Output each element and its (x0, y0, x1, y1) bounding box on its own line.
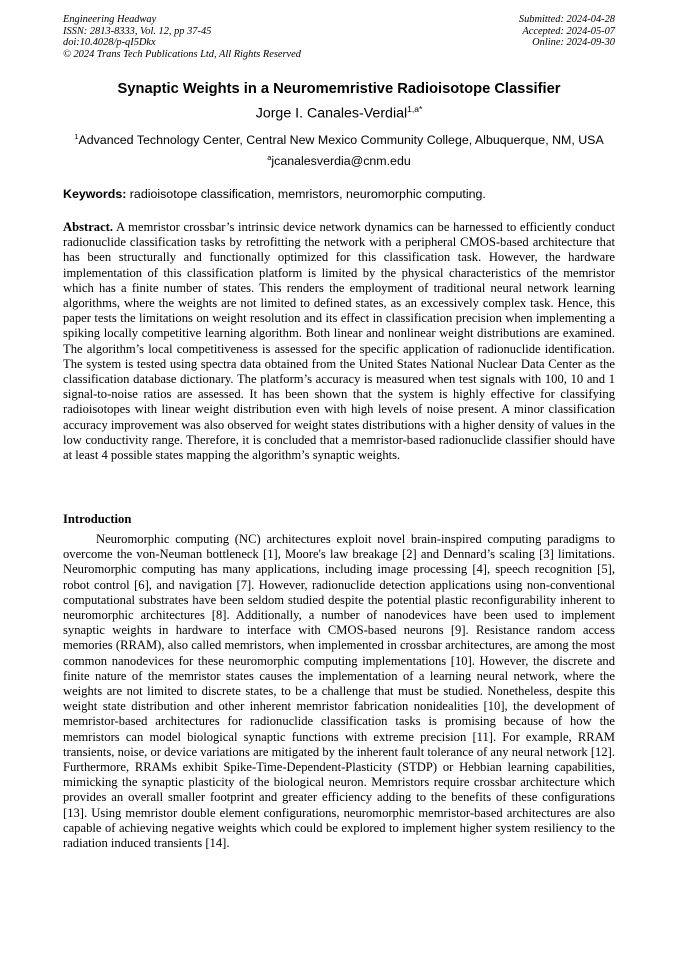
accepted-date: Accepted: 2024-05-07 (522, 25, 615, 37)
doi-line: doi:10.4028/p-qI5Dkx (63, 37, 156, 49)
email-superscript: a (267, 153, 272, 162)
copyright-line: © 2024 Trans Tech Publications Ltd, All Rights Reserved (63, 48, 301, 60)
affiliation-text: Advanced Technology Center, Central New Mexico Community College, Albuquerque, NM, USA (78, 133, 604, 148)
introduction-paragraph: Neuromorphic computing (NC) architectures exploit novel brain-inspired computing paradigms to overcome the von-Neuman bottleneck [1], Moore's law breakage [2] and Dennard’s scaling [3] limitations. Neuromorphic computing has many applications, including image processing [4], speech recognition [5], robot control [6], and navigation [7]. However, radionuclide detection applications using non-conventional computational substrates have been seldom studied despite the potential plastic reconfigurability inherent to neuromorphic architectures [8]. Additionally, a number of nanodevices have been used to implement synaptic weights in hardware to interface with CMOS-based neurons [9]. Resistance random access memories (RRAM), also called memristors, when implemented in crossbar architectures, are among the most common nanodevices for these neuromorphic computing implementations [10]. However, the discrete and finite nature of the memristor states causes the implementation of a learning neural network, where the weights are not limited to discrete states, to be a challenge that must be studied. Nonetheless, despite this weight state distribution and other inherent memristor fabrication nonidealities [10], the development of memristor-based architectures for radionuclide classification tasks is promising because of how the memristors can model biological synaptic functions with extreme precision [11]. For example, RRAM transients, noise, or device variations are mitigated by the inherent fault tolerance of any neural network [12]. Furthermore, RRAMs exhibit Spike-Time-Dependent-Plasticity (STDP) or Hebbian learning capabilities, mimicking the synaptic plasticity of the biological neuron. Memristors require crossbar architecture which provides an overall smaller footprint and greater efficiency adding to the benefits of these configurations [13]. Using memristor double element configurations, neuromorphic memristor-based architectures are also capable of achieving negative weights which could be explored to implement higher system resiliency to the radiation induced transients [14]. (63, 532, 615, 851)
abstract-paragraph (63, 220, 615, 463)
author-line (0, 104, 678, 122)
submitted-date: Submitted: 2024-04-28 (518, 14, 615, 25)
publication-dates (519, 14, 615, 49)
online-date: Online: 2024-09-30 (532, 37, 615, 49)
abstract-label: Abstract. (63, 220, 114, 234)
affiliation-line (0, 132, 678, 147)
keywords-text: radioisotope classification, memristors, neuromorphic computing. (126, 187, 486, 201)
keywords-line (63, 187, 615, 201)
abstract-text: A memristor crossbar’s intrinsic device network dynamics can be harnessed to efficiently conduct radionuclide classification tasks by retrofitting the network with a peripheral CMOS-based architecture that has been structurally and functionally optimized for this classification task. However, the hardware implementation of this classification platform is limited by the physical characteristics of the memristor which has a finite number of states. This renders the employment of traditional neural network learning algorithms, where the weights are not limited to defined states, as an excessively complex task. Hence, this paper tests the limitations on weight resolution and its effect in classification precision when implementing a spiking locally competitive learning algorithm. Both linear and nonlinear weight distributions are examined. The algorithm’s local competitiveness is assessed for the specific application of radionuclide identification. The system is tested using spectra data obtained from the United States National Nuclear Data Center as the classification database dictionary. The platform’s accuracy is measured when test signals with 100, 10 and 1 signal-to-noise ratios are assessed. It has been shown that the system is highly effective for classifying radioisotopes with linear weight distribution even with high levels of noise present. A minor classification accuracy improvement was also observed for weight states distributions with a higher density of values in the low conductivity range. Therefore, it is concluded that a memristor-based radionuclide classifier should have at least 4 possible states mapping the algorithm’s synaptic weights. (63, 220, 615, 463)
journal-name: Engineering Headway (63, 14, 157, 25)
journal-info (63, 14, 301, 60)
introduction-heading: Introduction (63, 512, 132, 526)
keywords-label: Keywords: (63, 187, 127, 201)
author-name: Jorge I. Canales-Verdial (255, 105, 408, 122)
email-address[interactable]: jcanalesverdia@cnm.edu (271, 154, 411, 169)
author-superscript: 1,a* (407, 104, 423, 114)
email-line (0, 153, 678, 168)
affiliation-superscript: 1 (74, 132, 79, 141)
issn-line: ISSN: 2813-8333, Vol. 12, pp 37-45 (63, 25, 212, 37)
paper-title: Synaptic Weights in a Neuromemristive Radioisotope Classifier (117, 81, 561, 97)
